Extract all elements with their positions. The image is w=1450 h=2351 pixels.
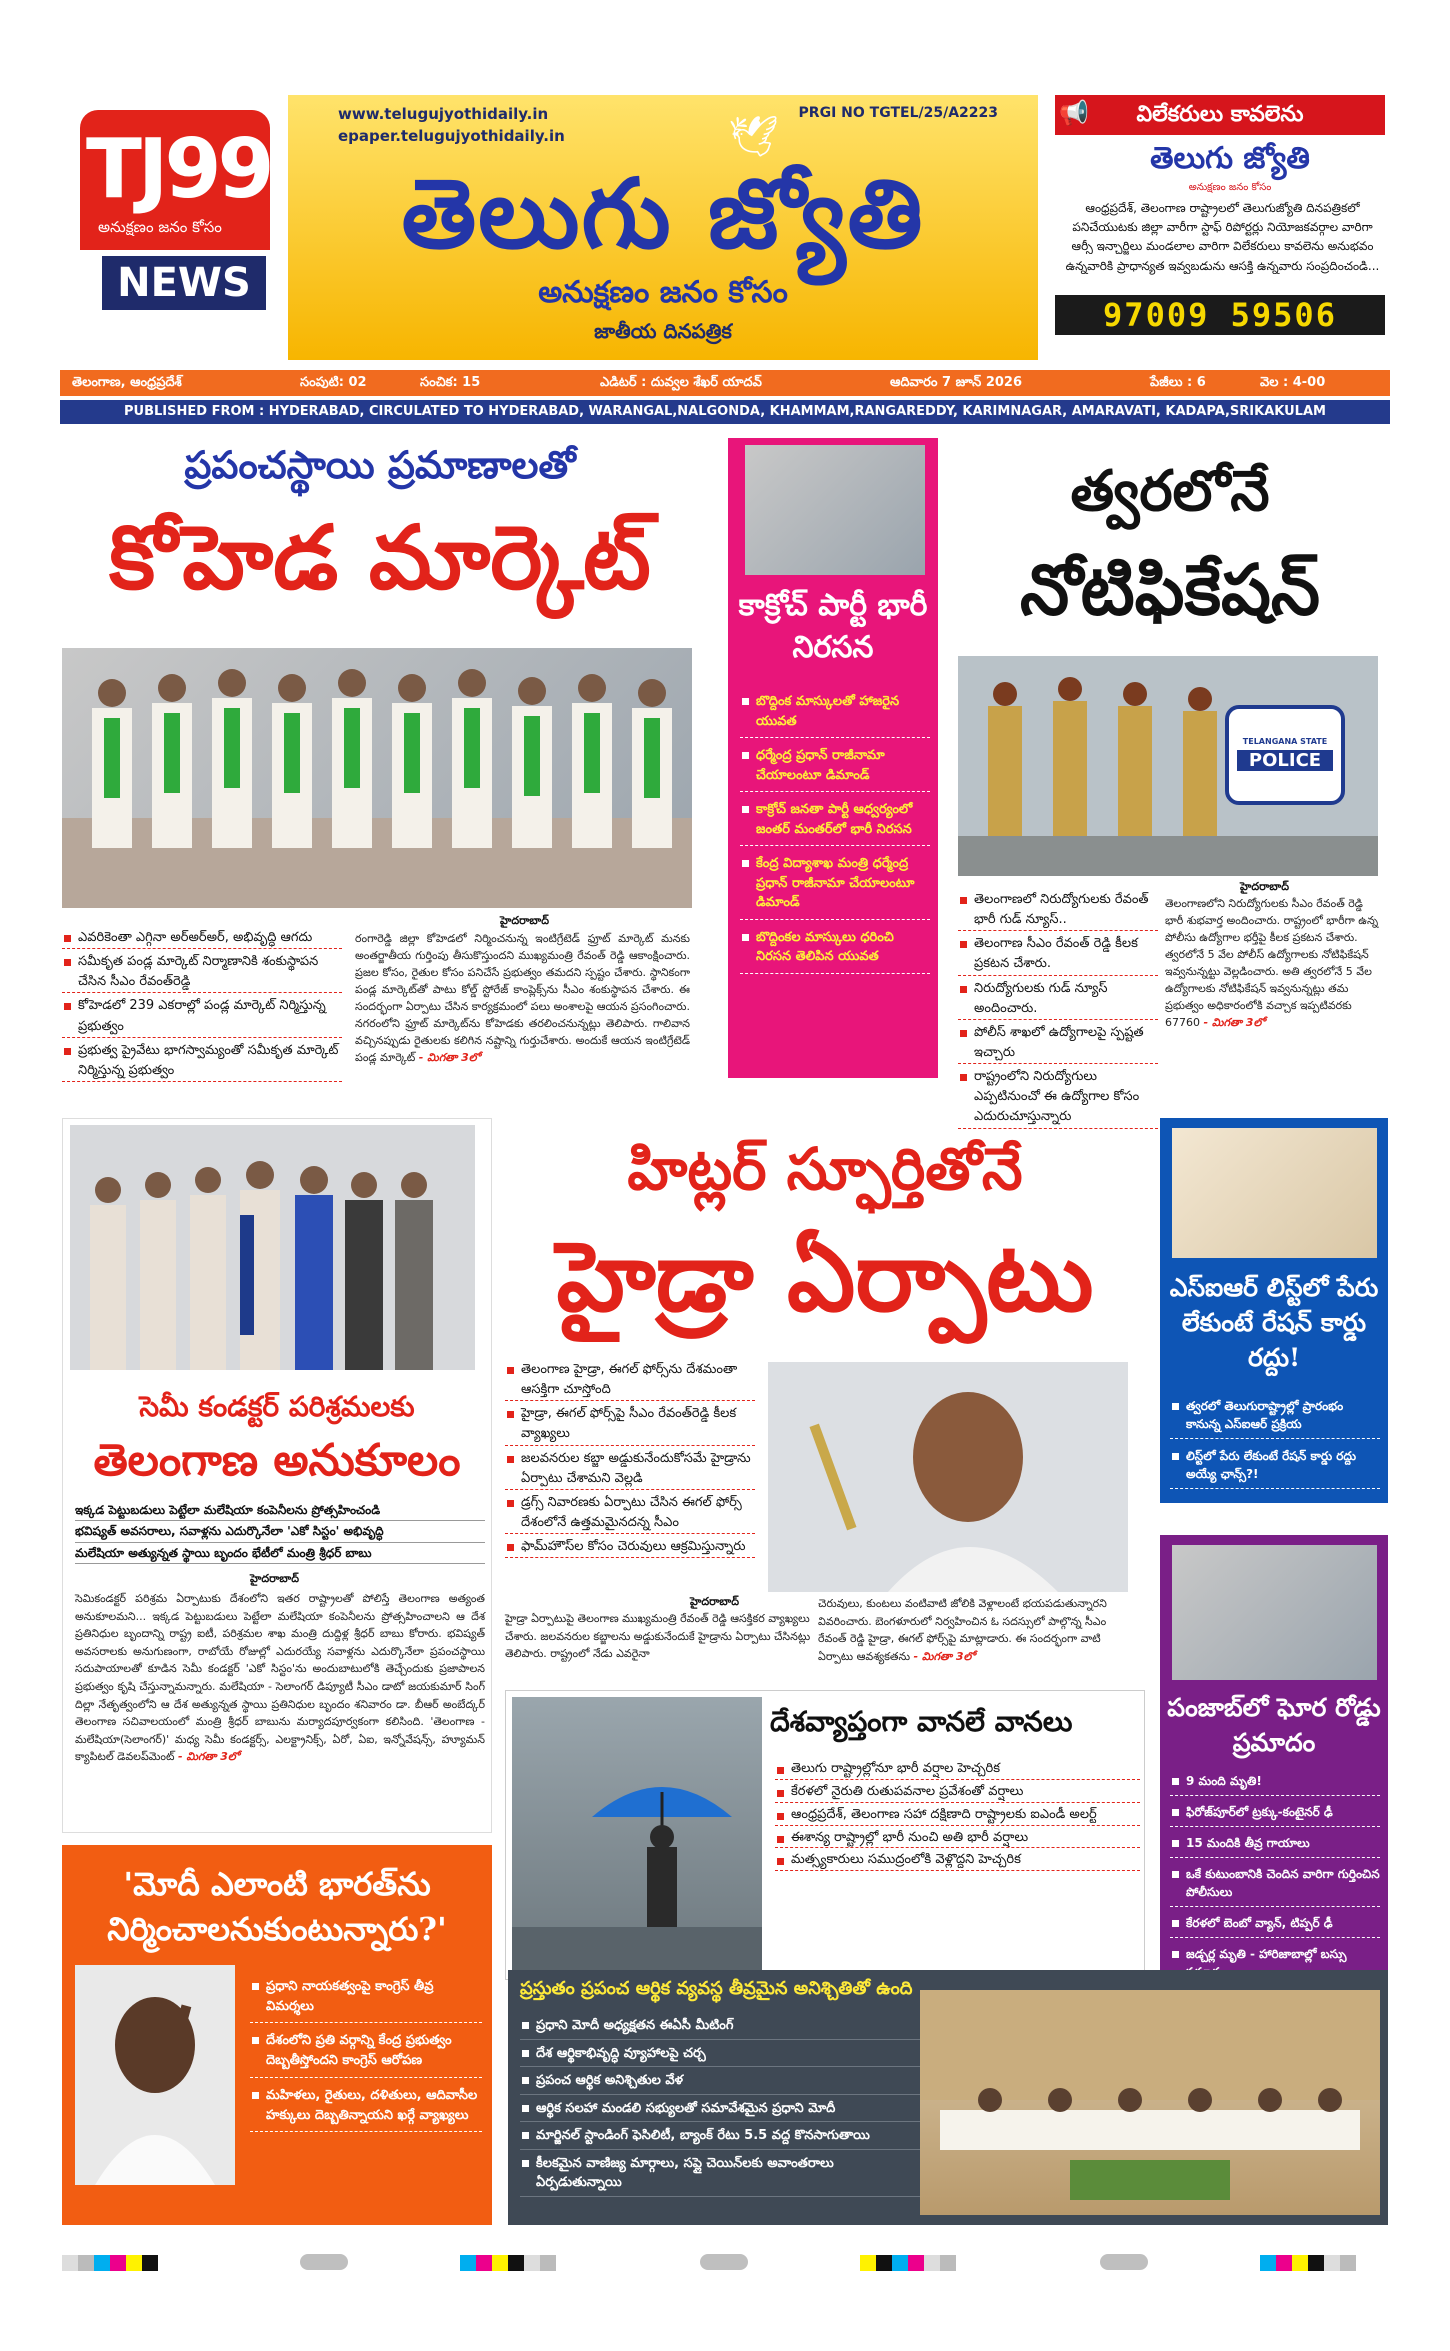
list-item: కోహెడలో 239 ఎకరాల్లో పండ్ల మార్కెట్ నిర్మిస్తున్న ప్రభుత్వం xyxy=(62,996,342,1037)
color-registration-strip xyxy=(860,2255,956,2271)
hydra-body-col2-text: చెరువులు, కుంటలు వంటివాటి జోలికి వెళ్లాలంటే భయపడుతున్నారని వివరించారు. బెంగళూరులో నిర్వహించిన ఓ సదస్సులో పాల్గొన్న సీఎం రేవంత్ రెడ్డి హైడ్రా, ఈగల్ ఫోర్స్‌పై మాట్లాడారు. ఈ సందర్భంగా వాటి ఏర్పాటు ఆవశ్యకతను xyxy=(818,1597,1107,1663)
kohida-headline: కోహెడ మార్కెట్ xyxy=(109,505,651,609)
list-item: దేశ ఆర్థికాభివృద్ధి వ్యూహాలపై చర్చ xyxy=(520,2043,920,2068)
list-item: ధర్మేంద్ర ప్రధాన్ రాజీనామా చేయాలంటూ డిమాండ్ xyxy=(740,744,930,792)
list-item: ఈశాన్య రాష్ట్రాల్లో భారీ నుంచి అతి భారీ వర్షాలు xyxy=(775,1829,1140,1849)
list-item: కాక్రోచ్ జనతా పార్టీ ఆధ్వర్యంలో జంతర్ మంతర్‌లో భారీ నిరసన xyxy=(740,798,930,846)
color-registration-strip xyxy=(1260,2255,1356,2271)
tj99-logo-news: NEWS xyxy=(102,256,266,310)
umbrella-illustration xyxy=(512,1697,762,1972)
states: తెలంగాణ, ఆంధ్రప్రదేశ్ xyxy=(72,375,182,390)
notification-headline-2: నోటిఫికేషన్ xyxy=(1019,548,1321,631)
tj99-logo-sub: అనుక్షణం జనం కోసం xyxy=(98,218,222,236)
cockroach-bullets xyxy=(740,690,930,980)
hydra-kicker: హిట్లర్ స్ఫూర్తితోనే xyxy=(627,1135,1023,1203)
color-registration-strip xyxy=(62,2255,158,2271)
sir-bullets xyxy=(1170,1395,1380,1495)
published-from-bar: PUBLISHED FROM : HYDERABAD, CIRCULATED TO HYDERABAD, WARANGAL,NALGONDA, KHAMMAM,RANGAREDDY, KARIMNAGAR, AMARAVATI, KADAPA,SRIKAKULAM xyxy=(60,400,1390,424)
list-item: జడ్చర్ల మృతి - హారిజాబాల్లో బస్సు xyxy=(1170,1943,1380,1987)
kharge-photo xyxy=(75,1965,235,2185)
hydra-body-col2 xyxy=(818,1595,1133,1666)
color-registration-strip xyxy=(460,2255,556,2271)
semiconductor-headline: తెలంగాణ అనుకూలం xyxy=(93,1435,461,1486)
list-item: త్వరలో తెలుగురాష్ట్రాల్లో ప్రారంభం కానున్న ఎస్ఐఆర్ ప్రక్రియ xyxy=(1170,1395,1380,1439)
issue-info-bar xyxy=(60,370,1390,396)
list-item: సమీకృత పండ్ల మార్కెట్ నిర్మాణానికి శంకుస్థాపన చేసిన సీఎం రేవంత్‌రెడ్డి xyxy=(62,952,342,993)
list-item: కేంద్ర విద్యాశాఖ మంత్రి ధర్మేంద్ర ప్రధాన్ రాజీనామా చేయాలంటూ డిమాండ్ xyxy=(740,852,930,920)
semiconductor-kicker: సెమీ కండక్టర్ పరిశ్రమలకు xyxy=(139,1390,415,1423)
delegation-illustration xyxy=(70,1125,475,1370)
eac-meeting-photo xyxy=(920,1990,1380,2215)
hydra-bullets xyxy=(505,1360,755,1561)
reporters-ad-heading: విలేకరులు కావలెను xyxy=(1055,95,1385,135)
list-item: తెలుగు రాష్ట్రాల్లోనూ భారీ వర్షాల హెచ్చరిక xyxy=(775,1760,1140,1780)
list-item: బొద్దింకల మాస్కులు ధరించి నిరసన తెలిపిన యువత xyxy=(740,926,930,974)
reporters-ad-phone[interactable]: 97009 59506 xyxy=(1055,295,1385,335)
list-item: బొద్దింక మాస్కులతో హాజరైన యువత xyxy=(740,690,930,738)
website-link[interactable]: www.telugujyothidaily.in xyxy=(338,105,549,123)
cm-revanth-photo xyxy=(768,1362,1128,1592)
reporters-ad-body: ఆంధ్రప్రదేశ్, తెలంగాణ రాష్ట్రాలలో తెలుగుజ్యోతి దినపత్రికలో పనిచేయుటకు జిల్లా వారీగా స్టాఫ్ రిపోర్టర్లు నియోజకవర్గాల వారిగా ఆర్సీ ఇన్చార్జిలు మండలాల వారిగా విలేకరులు కావలెను అనుభవం ఉన్నవారికి ప్రాధాన్యత ఇవ్వబడును ఆసక్తి ఉన్నవారు సంప్రదించండి... xyxy=(1065,201,1380,273)
kohida-body xyxy=(355,930,690,1067)
list-item: లిస్ట్‌లో పేరు లేకుంటే రేషన్ కార్డు రద్దు అయ్యే ఛాన్స్?! xyxy=(1170,1445,1380,1489)
list-item: ప్రధాని మోదీ అధ్యక్షతన ఈఏసీ మీటింగ్ xyxy=(520,2015,920,2040)
kharge-headline: 'మోదీ ఎలాంటి భారత్‌ను నిర్మించాలనుకుంటున్నారు?' xyxy=(107,1865,447,1948)
list-item: డ్రగ్స్ నివారణకు ఏర్పాటు చేసిన ఈగల్ ఫోర్స్ దేశంలోనే ఉత్తమమైనదన్న సీఎం xyxy=(505,1493,755,1534)
semiconductor-lead xyxy=(75,1500,485,1564)
list-item: కేరళలో నైరుతి రుతుపవనాల ప్రవేశంతో వర్షాలు xyxy=(775,1783,1140,1803)
page-count: పేజీలు : 6 xyxy=(1150,375,1206,390)
kohida-foundation-photo xyxy=(62,648,692,908)
registration-pill xyxy=(1100,2254,1148,2270)
newspaper-title: తెలుగు జ్యోతి xyxy=(401,157,925,270)
lead-line: భవిష్యత్ అవసరాలు, సవాళ్లను ఎదుర్కొనేలా 'ఎకో సిస్టం' అభివృద్ధి xyxy=(75,1521,485,1542)
list-item: కేరళలో బెంబో వ్యాన్, టిప్పర్ ఢీ xyxy=(1170,1912,1380,1938)
list-item: తెలంగాణ హైడ్రా, ఈగల్ ఫోర్స్‌ను దేశమంతా ఆసక్తిగా చూస్తోంది xyxy=(505,1360,755,1401)
list-item: ఆంధ్రప్రదేశ్, తెలంగాణ సహా దక్షిణాది రాష్ట్రాలకు ఐఎండీ అలర్ట్ xyxy=(775,1806,1140,1826)
punjab-headline: పంజాబ్‌లో ఘోర రోడ్డు ప్రమాదం xyxy=(1167,1693,1381,1757)
continued-marker[interactable]: - మిగతా 3లో xyxy=(913,1649,975,1663)
dove-icon: 🕊 xyxy=(728,114,779,160)
list-item: జలవనరుల కబ్జా అడ్డుకునేందుకోసమే హైడ్రాను ఏర్పాటు చేశామని వెల్లడి xyxy=(505,1449,755,1490)
notification-bullets xyxy=(958,890,1158,1132)
list-item: కీలకమైన వాణిజ్య మార్గాలు, సప్లై చెయిన్‌లకు అవాంతరాలు ఏర్పడుతున్నాయి xyxy=(520,2153,920,2197)
registration-pill xyxy=(700,2254,748,2270)
meeting-illustration xyxy=(920,1990,1380,2215)
notification-body xyxy=(1165,895,1380,1032)
issue-date: ఆదివారం 7 జూన్ 2026 xyxy=(890,375,1023,390)
registration-pill xyxy=(300,2254,348,2270)
list-item: పోలీస్ శాఖలో ఉద్యోగాలపై స్పష్టత ఇచ్చారు xyxy=(958,1023,1158,1064)
megaphone-icon: 📢 xyxy=(1059,99,1089,127)
lead-line: మలేషియా అత్యున్నత స్థాయి బృందం భేటీలో మంత్రి శ్రీధర్ బాబు xyxy=(75,1543,485,1564)
kohida-kicker: ప్రపంచస్థాయి ప్రమాణాలతో xyxy=(184,442,576,487)
kharge-illustration xyxy=(75,1965,235,2185)
reporters-wanted-ad xyxy=(1055,95,1385,335)
badge-police-text: POLICE xyxy=(1237,750,1333,771)
rain-headline: దేశవ్యాప్తంగా వానలే వానలు xyxy=(770,1705,1073,1738)
hydra-body-col1: హైడ్రా ఏర్పాటుపై తెలంగాణ ముఖ్యమంత్రి రేవంత్ రెడ్డి ఆసక్తికర వ్యాఖ్యలు చేశారు. జలవనరుల కబ్జాలను అడ్డుకునేందుకే హైడ్రాను ఏర్పాటు చేసినట్లు తెలిపారు. రాష్ట్రంలో నేడు ఎవరైనా xyxy=(505,1612,811,1661)
semiconductor-dateline: హైదరాబాద్ xyxy=(250,1572,299,1585)
cockroach-headline: కాక్రోచ్ పార్టీ భారీ నిరసన xyxy=(738,588,928,665)
badge-state-text: TELANGANA STATE xyxy=(1242,737,1328,746)
notification-headline-1: త్వరలోనే xyxy=(1070,458,1270,524)
semiconductor-body xyxy=(75,1590,485,1766)
editor: ఎడిటర్ : దువ్వల శేఖర్ యాదవ్ xyxy=(600,375,762,390)
price: వెల : 4-00 xyxy=(1260,375,1326,390)
list-item: హైడ్రా, ఈగల్ ఫోర్స్‌పై సీఎం రేవంత్‌రెడ్డి కీలక వ్యాఖ్యలు xyxy=(505,1404,755,1445)
accident-scene-photo xyxy=(1172,1545,1377,1680)
epaper-link[interactable]: epaper.telugujyothidaily.in xyxy=(338,127,565,145)
list-item: ఒకే కుటుంబానికి చెందిన వారిగా గుర్తించిన పోలీసులు xyxy=(1170,1863,1380,1907)
list-item: 9 మంది మృతి! xyxy=(1170,1770,1380,1796)
list-item: మహిళలు, రైతులు, దళితులు, ఆదివాసీల హక్కులు దెబ్బతిన్నాయని ఖర్గే వ్యాఖ్యలు xyxy=(250,2084,482,2132)
lead-line: ఇక్కడ పెట్టుబడులు పెట్టేలా మలేషియా కంపెనీలను ప్రోత్సహించండి xyxy=(75,1500,485,1521)
ration-card-photo xyxy=(1172,1128,1377,1258)
semiconductor-body-text: సెమికండక్టర్ పరిశ్రమ ఏర్పాటుకు దేశంలోని ఇతర రాష్ట్రాలతో పోలిస్తే తెలంగాణ అత్యంత అనుకూలమని... ఇక్కడ పెట్టుబడులు పెట్టేలా మలేషియా కంపెనీలను ప్రోత్సహించాలని ఆ దేశ ప్రతినిధుల బృందాన్ని రాష్ట్ర ఐటీ, పరిశ్రమల శాఖ మంత్రి దుద్దిళ్ల శ్రీధర్ బాబు కోరారు. భవిష్యత్ అవసరాలకు అనుగుణంగా, రాబోయే రోజుల్లో ఎదురయ్యే సవాళ్లను ఎదుర్కొనేలా ప్రపంచస్థాయి సదుపాయాలతో కూడిన సెమీ కండక్టర్ 'ఎకో సిస్టం'ను అందుబాటులోకి తెచ్చేందుకు ప్రజాపాలన ప్రభుత్వం కృషి చేస్తున్నామన్నారు. మలేషియా - సెలాంగర్ డిప్యూటీ సీఎం డాటో జయకుమార్ సింగ్ దిల్లా నేతృత్వంలోని ఆ దేశ అత్యున్నత స్థాయి ప్రతినిధుల బృందం శనివారం డా. బీఆర్ అంబేద్కర్ తెలంగాణ సచివాలయంలో మంత్రి శ్రీధర్ బాబును మర్యాదపూర్వకంగా కలిసింది. 'తెలంగాణ - మలేషియా(సెలాంగర్)' మధ్య సెమీ కండక్టర్స్, ఎలక్ట్రానిక్స్, ఏరో, ఏఐ, ఇన్నోవేషన్స్, హ్యూమన్ క్యాపిటల్ డెవలప్‌మెంట్ xyxy=(75,1592,485,1764)
list-item: మార్జినల్ స్టాండింగ్ ఫెసిలిటీ, బ్యాంక్ రేటు 5.5 వద్ద కొనసాగుతాయి xyxy=(520,2125,920,2150)
kharge-bullets xyxy=(250,1975,482,2138)
list-item: ప్రభుత్వ ప్రైవేటు భాగస్వామ్యంతో సమీకృత మార్కెట్ నిర్మిస్తున్న ప్రభుత్వం xyxy=(62,1041,342,1082)
kohida-dateline: హైదరాబాద్ xyxy=(500,914,549,927)
list-item: ఫామ్‌హౌస్‌ల కోసం చెరువులు ఆక్రమిస్తున్నారు xyxy=(505,1537,755,1558)
rain-bullets xyxy=(775,1760,1140,1874)
masthead-banner xyxy=(288,95,1038,360)
newspaper-tagline: అనుక్షణం జనం కోసం xyxy=(538,275,788,310)
list-item: ఎవరికెంతా ఎగ్గినా అర్అర్అర్, అభివృద్ధి ఆగదు xyxy=(62,928,342,949)
issue-number: సంచిక: 15 xyxy=(420,375,481,390)
list-item: ప్రధాని నాయకత్వంపై కాంగ్రెస్ తీవ్ర విమర్శలు xyxy=(250,1975,482,2023)
list-item: రాష్ట్రంలోని నిరుద్యోగులు ఎప్పటినుంచో ఈ ఉద్యోగాల కోసం ఎదురుచూస్తున్నారు xyxy=(958,1067,1158,1128)
notification-dateline: హైదరాబాద్ xyxy=(1240,880,1289,893)
economy-headline: ప్రస్తుతం ప్రపంచ ఆర్థిక వ్యవస్థ తీవ్రమైన అనిశ్చితితో ఉంది xyxy=(520,1978,913,1999)
continued-marker[interactable]: - మిగతా 3లో xyxy=(1203,1016,1265,1030)
portrait-illustration xyxy=(768,1362,1128,1592)
malaysia-delegation-photo xyxy=(70,1125,475,1370)
list-item: ఫిరోజ్‌పూర్‌లో ట్రక్కు-కంటైనర్ ఢీ xyxy=(1170,1801,1380,1827)
hydra-dateline: హైదరాబాద్ xyxy=(690,1595,739,1608)
list-item: దేశంలోని ప్రతి వర్గాన్ని కేంద్ర ప్రభుత్వం దెబ్బతీస్తోందని కాంగ్రెస్ ఆరోపణ xyxy=(250,2029,482,2077)
hydra-headline: హైడ్రా ఏర్పాటు xyxy=(556,1220,1094,1333)
protest-photo xyxy=(745,445,925,575)
rain-umbrella-photo xyxy=(512,1697,762,1972)
continued-marker[interactable]: - మిగతా 3లో xyxy=(418,1051,481,1065)
notification-body-text: తెలంగాణలోని నిరుద్యోగులకు సీఎం రేవంత్ రెడ్డి భారీ శుభవార్త అందించారు. రాష్ట్రంలో భారీగా ఉన్న పోలీసు ఉద్యోగాల భర్తీపై కీలక ప్రకటన చేశారు. త్వరలోనే 5 వేల పోలీస్ ఉద్యోగాలకు నోటిఫికేషన్ ఇవ్వనున్నట్టు వెల్లడించారు. అతి త్వరలోనే 5 వేల ఉద్యోగాలకు నోటిఫికేషన్ ఇవ్వనున్నట్లు తమ ప్రభుత్వం అధికారంలోకి వచ్చాక ఇప్పటివరకు 67760 xyxy=(1165,897,1379,1030)
list-item: మత్స్యకారులు సముద్రంలోకి వెళ్లొద్దని హెచ్చరిక xyxy=(775,1851,1140,1871)
economy-bullets xyxy=(520,2015,920,2200)
group-photo-illustration xyxy=(62,648,692,908)
tj99-logo-text: TJ99 xyxy=(86,122,271,217)
list-item: 15 మందికి తీవ్ర గాయాలు xyxy=(1170,1832,1380,1858)
newspaper-subtitle: జాతీయ దినపత్రిక xyxy=(594,319,732,343)
reporters-ad-brand-sub: అనుక్షణం జనం కోసం xyxy=(1188,182,1272,193)
list-item: ఆర్థిక సలహా మండలి సభ్యులతో సమావేశమైన ప్రధాని మోదీ xyxy=(520,2098,920,2123)
kohida-bullets xyxy=(62,928,342,1085)
reporters-ad-brand: తెలుగు జ్యోతి xyxy=(1150,141,1310,176)
list-item: ప్రపంచ ఆర్థిక అనిశ్చితుల వేళ xyxy=(520,2070,920,2095)
list-item: నిరుద్యోగులకు గుడ్ న్యూస్ అందించారు. xyxy=(958,979,1158,1020)
telangana-police-badge xyxy=(1225,705,1345,805)
list-item: తెలంగాణలో నిరుద్యోగులకు రేవంత్ భారీ గుడ్ న్యూస్.. xyxy=(958,890,1158,931)
volume: సంపుటి: 02 xyxy=(300,375,367,390)
tj99-news-logo xyxy=(80,110,270,310)
kohida-body-text: రంగారెడ్డి జిల్లా కోహెడలో నిర్మించనున్న ఇంటిగ్రేటెడ్ ఫ్రూట్ మార్కెట్ మనకు అంతర్జాతీయ గుర్తింపు తీసుకొస్తుందని ముఖ్యమంత్రి రేవంత్ రెడ్డి ఆకాంక్షించారు. ప్రజల కోసం, రైతుల కోసం పనిచేసే ప్రభుత్వం తమదని స్పష్టం చేశారు. స్థానికంగా పండ్ల మార్కెట్‌తో పాటు కోల్డ్ స్టోరేజ్ కాంప్లెక్స్‌ను సీఎం శంకుస్థాపన చేశారు. ఈ సందర్భంగా ఏర్పాటు చేసిన కార్యక్రమంలో పలు అంశాలపై ఆయన ప్రసంగించారు. నగరంలోని ఫ్రూట్ మార్కెట్‌ను కోహెడకు తరలించనున్నట్లు తెలిపారు. గాలివాన వచ్చినప్పుడు రైతులకు కలిగిన నష్టాన్ని గుర్తుచేశారు. అందుకే ఆయన ఇంటిగ్రేటెడ్ పండ్ల మార్కెట్ xyxy=(355,932,690,1065)
punjab-bullets xyxy=(1170,1770,1380,1992)
prgi-number: PRGI NO TGTEL/25/A2223 xyxy=(798,105,998,121)
list-item: తెలంగాణ సీఎం రేవంత్ రెడ్డి కీలక ప్రకటన చేశారు. xyxy=(958,934,1158,975)
sir-headline: ఎస్ఐఆర్ లిస్ట్‌లో పేరు లేకుంటే రేషన్ కార్డు రద్దు! xyxy=(1169,1273,1379,1372)
continued-marker[interactable]: - మిగతా 3లో xyxy=(177,1750,240,1764)
